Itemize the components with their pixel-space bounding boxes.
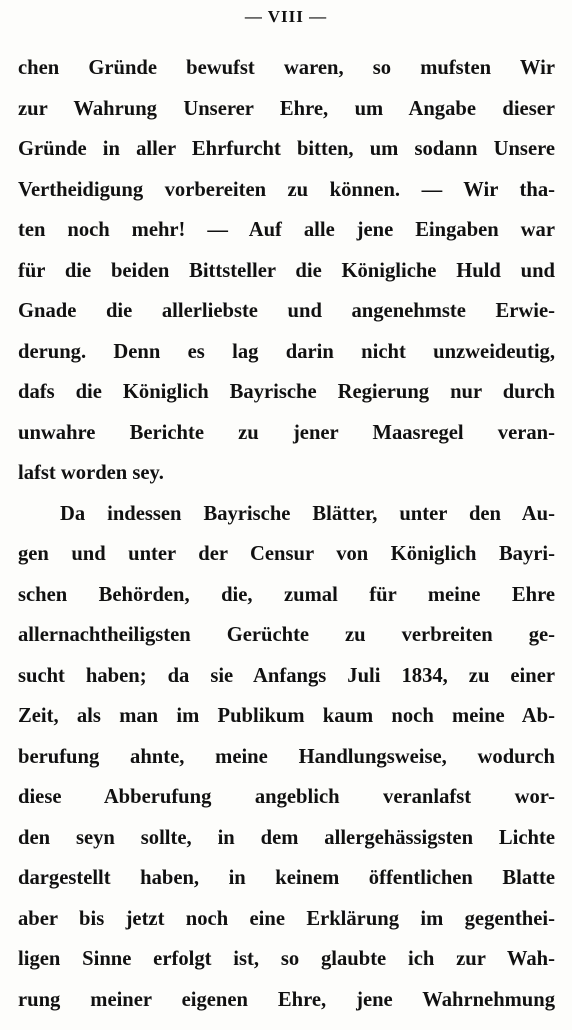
text-line: berufung ahnte, meine Handlungsweise, wodurch — [18, 745, 555, 768]
text-line: Zeit, als man im Publikum kaum noch meine Ab- — [18, 705, 555, 727]
text-line: Da indessen Bayrische Blätter, unter den Au- — [60, 502, 555, 525]
text-line: allernachtheiligsten Gerüchte zu verbreiten ge- — [18, 624, 555, 646]
text-line: rung meiner eigenen Ehre, jene Wahrnehmung — [18, 988, 555, 1011]
text-line: Gründe in aller Ehrfurcht bitten, um sodann Unsere — [18, 138, 555, 160]
text-line: gen und unter der Censur von Königlich Bayri- — [18, 543, 555, 565]
text-line: dargestellt haben, in keinem öffentlichen Blatte — [18, 867, 555, 889]
text-line: aber bis jetzt noch eine Erklärung im gegenthei- — [18, 907, 555, 930]
text-line: lafst worden sey. — [18, 462, 164, 484]
text-line: für die beiden Bittsteller die Königliche Huld und — [18, 259, 555, 282]
text-line: chen Gründe bewufst waren, so mufsten Wir — [18, 57, 555, 79]
text-line: ten noch mehr! — Auf alle jene Eingaben war — [18, 219, 555, 241]
text-line: zur Wahrung Unserer Ehre, um Angabe dieser — [18, 97, 555, 120]
text-line: ligen Sinne erfolgt ist, so glaubte ich zur Wah- — [18, 948, 555, 970]
text-line: diese Abberufung angeblich veranlafst wor- — [18, 786, 555, 808]
text-line: derung. Denn es lag darin nicht unzweideutig, — [18, 340, 555, 363]
page-body-text — [18, 48, 555, 1020]
text-line: den seyn sollte, in dem allergehässigsten Lichte — [18, 826, 555, 849]
text-line: sucht haben; da sie Anfangs Juli 1834, zu einer — [18, 664, 555, 687]
text-line: schen Behörden, die, zumal für meine Ehre — [18, 583, 555, 606]
text-line: Vertheidigung vorbereiten zu können. — Wir tha- — [18, 178, 555, 201]
text-line: unwahre Berichte zu jener Maasregel veran- — [18, 421, 555, 444]
text-line: dafs die Königlich Bayrische Regierung nur durch — [18, 381, 555, 403]
page-number-header: — VIII — — [244, 7, 328, 26]
text-line: Gnade die allerliebste und angenehmste Erwie- — [18, 300, 555, 322]
